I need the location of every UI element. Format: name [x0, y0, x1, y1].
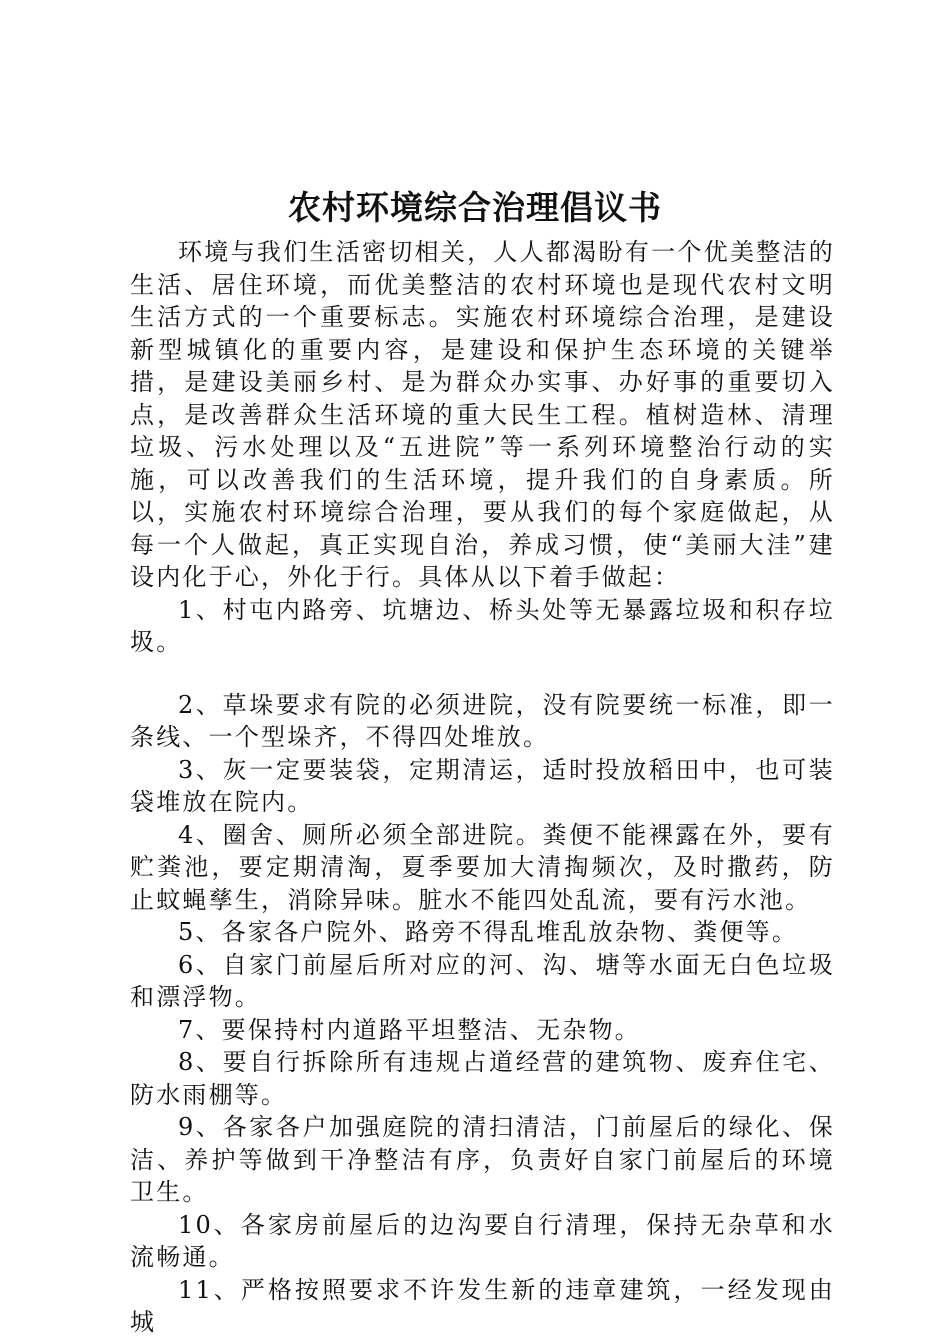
intro-paragraph: 环境与我们生活密切相关，人人都渴盼有一个优美整洁的生活、居住环境，而优美整洁的农村环境也是现代农村文明生活方式的一个重要标志。实施农村环境综合治理，是建设新型城镇化的重要内容，是建设和保护生态环境的关键举措，是建设美丽乡村、是为群众办实事、办好事的重要切入点，是改善群众生活环境的重大民生工程。植树造林、清理垃圾、污水处理以及“五进院”等一系列环境整治行动的实施，可以改善我们的生活环境，提升我们的自身素质。所以，实施农村环境综合治理，要从我们的每个家庭做起，从每一个人做起，真正实现自治，养成习惯，使“美丽大洼”建设内化于心，外化于行。具体从以下着手做起：: [130, 238, 835, 591]
list-item: 11、严格按照要求不许发生新的违章建筑，一经发现由城: [130, 1275, 835, 1336]
list-item: 9、各家各户加强庭院的清扫清洁，门前屋后的绿化、保洁、养护等做到干净整洁有序，负责好自家门前屋后的环境卫生。: [130, 1113, 835, 1206]
document-body: [130, 236, 835, 1339]
list-item: 10、各家房前屋后的边沟要自行清理，保持无杂草和水流畅通。: [130, 1210, 835, 1271]
list-item: 1、村屯内路旁、坑塘边、桥头处等无暴露垃圾和积存垃圾。: [130, 595, 835, 656]
list-item: 5、各家各户院外、路旁不得乱堆乱放杂物、粪便等。: [178, 918, 799, 946]
list-item: 6、自家门前屋后所对应的河、沟、塘等水面无白色垃圾和漂浮物。: [130, 950, 835, 1011]
list-item: 4、圈舍、厕所必须全部进院。粪便不能裸露在外，要有贮粪池，要定期清淘，夏季要加大清掏频次，及时撒药，防止蚊蝇孳生，消除异味。脏水不能四处乱流，要有污水池。: [130, 820, 835, 914]
document-title: 农村环境综合治理倡议书: [288, 188, 662, 227]
list-item: 3、灰一定要装袋，定期清运，适时投放稻田中，也可装袋堆放在院内。: [130, 755, 835, 816]
list-item: 2、草垛要求有院的必须进院，没有院要统一标准，即一条线、一个型垛齐，不得四处堆放。: [130, 690, 835, 751]
list-item: 8、要自行拆除所有违规占道经营的建筑物、废弃住宅、防水雨棚等。: [130, 1048, 835, 1109]
list-item: 7、要保持村内道路平坦整洁、无杂物。: [178, 1015, 641, 1044]
